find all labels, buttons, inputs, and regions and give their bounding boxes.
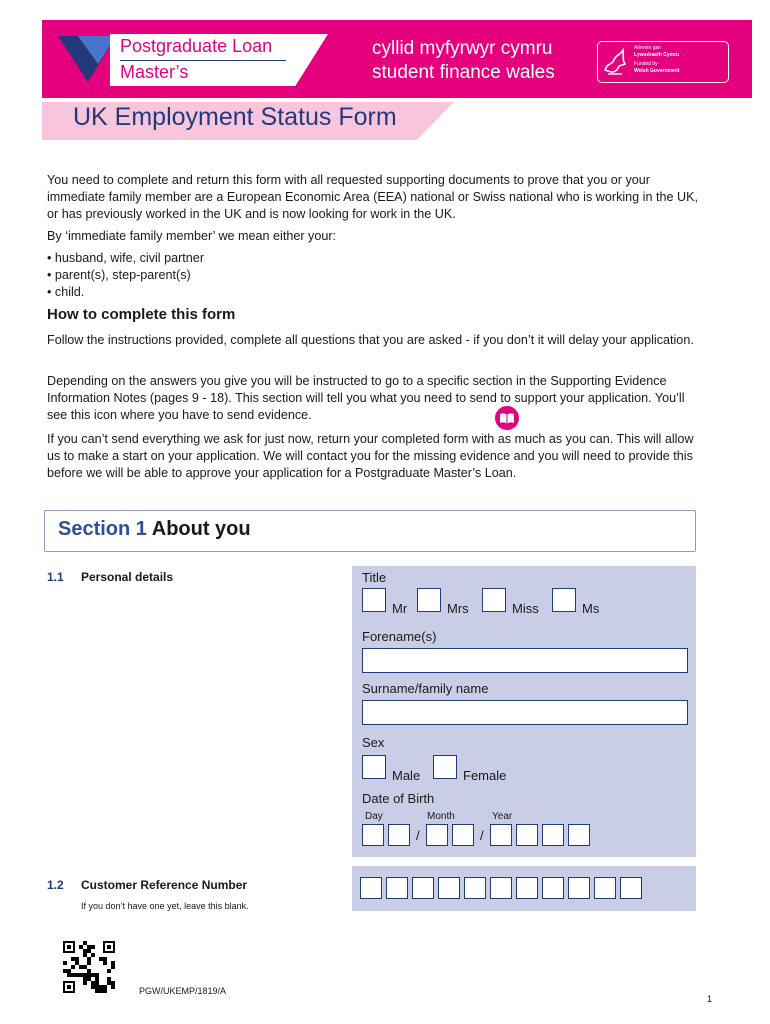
how-to-paragraph-3: If you can’t send everything we ask for just now, return your completed form with as much as you can. This will allow us to make a start on your application. We will contact you for the missing evidence and you will need to provide this before we will be able to approve your application for a Postgraduate Master’s Loan. (47, 432, 694, 480)
crn-digit-box[interactable] (620, 877, 642, 899)
family-definition: By ‘immediate family member’ we mean either your: (47, 229, 337, 243)
dob-year-digit[interactable] (542, 824, 564, 846)
title-ms-label: Ms (582, 601, 600, 616)
intro-paragraph: You need to complete and return this form with all requested supporting documents to prove that you or your immediate family member are a European Economic Area (EEA) national or Swiss national who is working in the UK, or has previously worked in the UK and is now looking for work in the UK. (47, 173, 698, 221)
form-reference: PGW/UKEMP/1819/A (139, 986, 227, 996)
crn-digit-box[interactable] (438, 877, 460, 899)
question-number-1-2: 1.2 (47, 878, 64, 892)
evidence-book-icon (494, 405, 520, 431)
dob-day-digit[interactable] (362, 824, 384, 846)
dragon-logo-icon (602, 44, 628, 78)
section-1-title (58, 518, 251, 541)
title-mrs-label: Mrs (447, 601, 469, 616)
crn-digit-box[interactable] (412, 877, 434, 899)
qr-code-icon (63, 941, 115, 993)
program-divider (120, 60, 286, 61)
dob-separator: / (480, 828, 484, 843)
surname-label: Surname/family name (362, 681, 489, 696)
sex-female-label: Female (463, 768, 507, 783)
brand-name-english: student finance wales (372, 62, 555, 83)
gov-badge-line1: Ariennir gan (634, 45, 661, 51)
how-to-paragraph-1: Follow the instructions provided, complete all questions that you are asked - if you don’t it will delay your application. (47, 333, 694, 347)
dob-month-label: Month (427, 811, 455, 822)
dob-year-digit[interactable] (568, 824, 590, 846)
forename-input[interactable] (362, 648, 688, 673)
dob-label: Date of Birth (362, 791, 435, 806)
dob-year-digit[interactable] (490, 824, 512, 846)
crn-input-group[interactable] (360, 877, 660, 901)
title-mr-label: Mr (392, 601, 408, 616)
sex-male-checkbox[interactable] (362, 755, 386, 779)
crn-digit-box[interactable] (594, 877, 616, 899)
title-miss-label: Miss (512, 601, 539, 616)
forename-label: Forename(s) (362, 629, 437, 644)
gov-badge-line3: Funded by (634, 61, 658, 67)
gov-badge-line4: Welsh Government (634, 68, 680, 74)
crn-digit-box[interactable] (542, 877, 564, 899)
program-subtitle: Master’s (120, 62, 189, 82)
dob-day-digit[interactable] (388, 824, 410, 846)
crn-digit-box[interactable] (386, 877, 408, 899)
title-mrs-checkbox[interactable] (417, 588, 441, 612)
crn-digit-box[interactable] (568, 877, 590, 899)
question-label-crn: Customer Reference Number (81, 878, 248, 892)
crn-digit-box[interactable] (360, 877, 382, 899)
crn-digit-box[interactable] (490, 877, 512, 899)
brand-name-welsh: cyllid myfyrwyr cymru (372, 38, 553, 59)
dob-month-digit[interactable] (452, 824, 474, 846)
dob-year-label: Year (492, 811, 513, 822)
page-number: 1 (707, 994, 713, 1004)
family-bullet-2: • parent(s), step-parent(s) (47, 268, 191, 282)
section-name: About you (151, 518, 251, 540)
family-bullet-1: • husband, wife, civil partner (47, 251, 205, 265)
dob-separator: / (416, 828, 420, 843)
dob-year-digit[interactable] (516, 824, 538, 846)
crn-digit-box[interactable] (464, 877, 486, 899)
surname-input[interactable] (362, 700, 688, 725)
sex-female-checkbox[interactable] (433, 755, 457, 779)
title-miss-checkbox[interactable] (482, 588, 506, 612)
how-to-heading: How to complete this form (47, 306, 236, 323)
section-number: Section 1 (58, 518, 147, 540)
form-title: UK Employment Status Form (73, 103, 397, 131)
sex-label: Sex (362, 735, 385, 750)
dob-day-label: Day (365, 811, 383, 822)
question-label-personal-details: Personal details (81, 570, 174, 584)
family-bullet-3: • child. (47, 285, 85, 299)
question-number-1-1: 1.1 (47, 570, 64, 584)
crn-hint: If you don’t have one yet, leave this blank. (81, 901, 249, 911)
program-title: Postgraduate Loan (120, 36, 273, 56)
title-mr-checkbox[interactable] (362, 588, 386, 612)
triangle-logo-icon (58, 34, 116, 84)
crn-digit-box[interactable] (516, 877, 538, 899)
title-ms-checkbox[interactable] (552, 588, 576, 612)
title-label: Title (362, 570, 387, 585)
how-to-paragraph-2: Depending on the answers you give you will be instructed to go to a specific section in the Supporting Evidence Information Notes (pages 9 - 18). This section will tell you what you need to send to support your application. You’ll see this icon where you have to send evidence. (47, 374, 685, 422)
dob-month-digit[interactable] (426, 824, 448, 846)
gov-badge-line2: Lywodraeth Cymru (634, 52, 680, 58)
sex-male-label: Male (392, 768, 421, 783)
